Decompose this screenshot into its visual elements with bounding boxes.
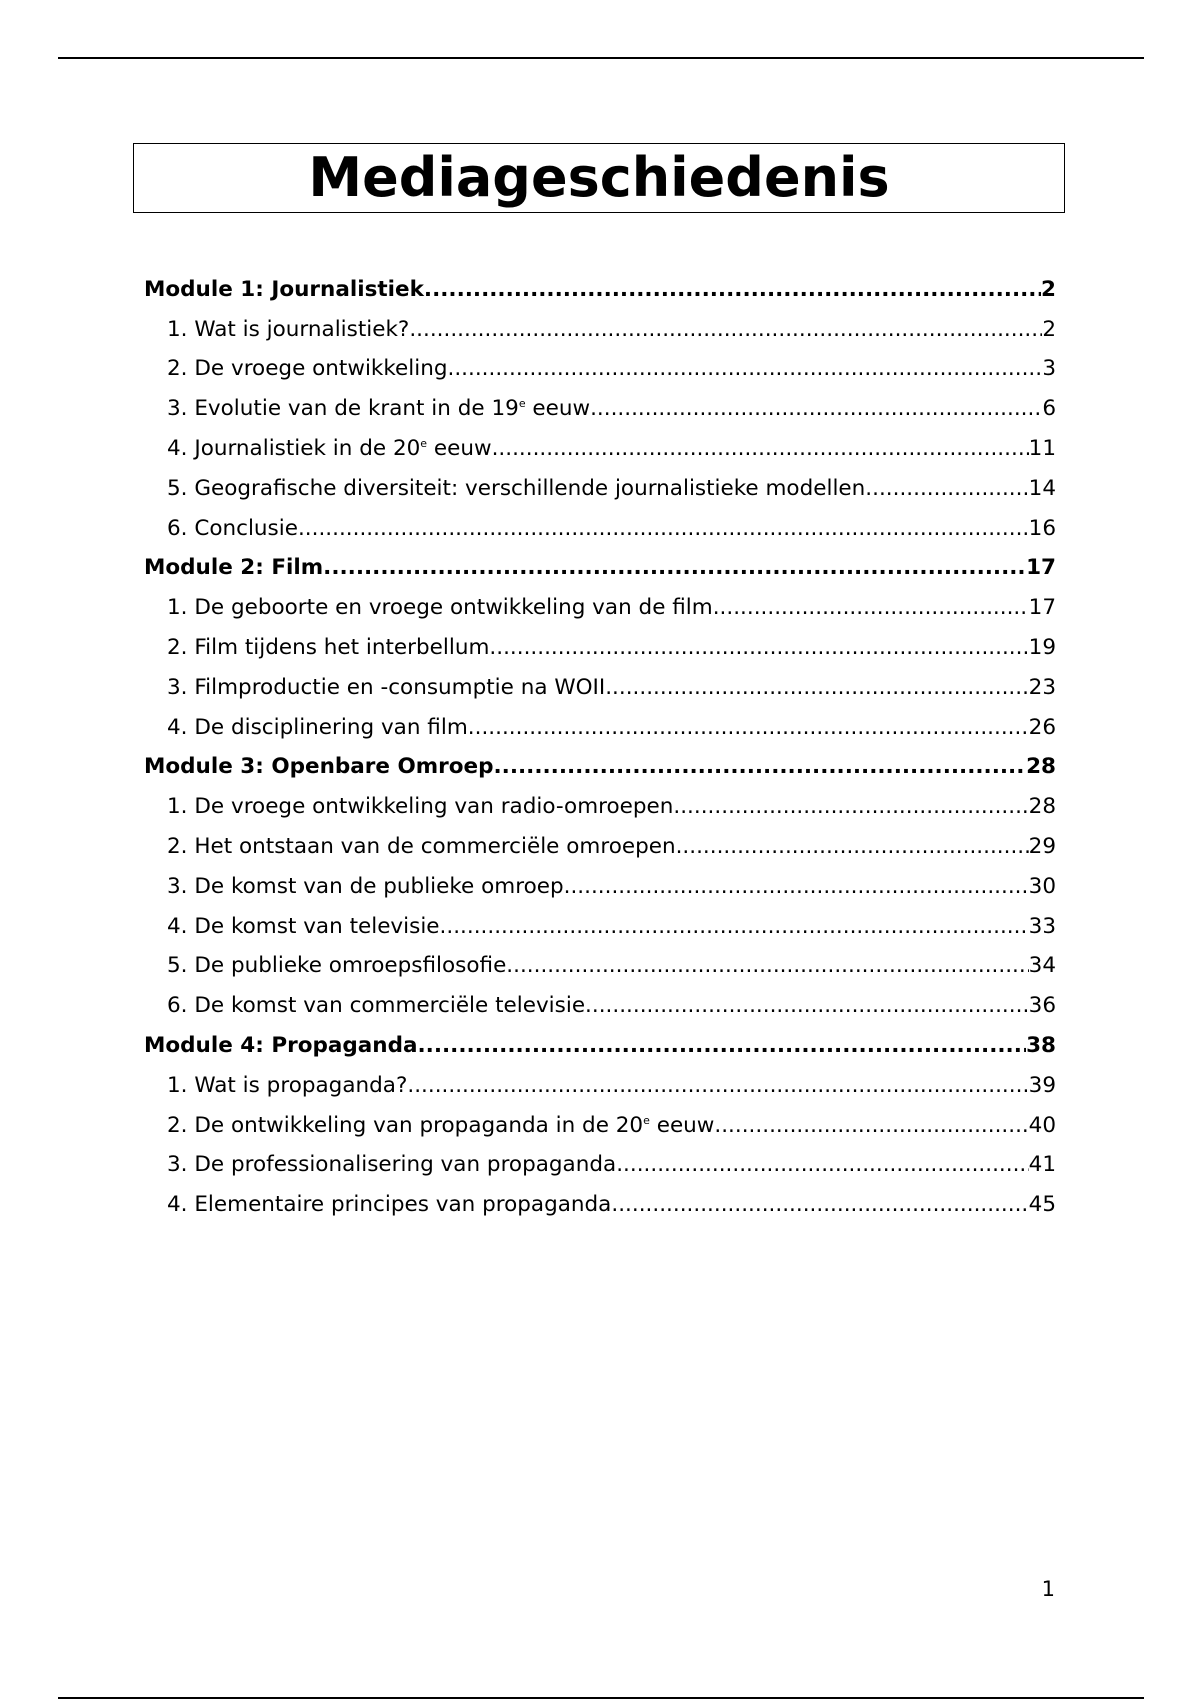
toc-dot-leader — [409, 317, 1042, 342]
toc-section-entry[interactable] — [144, 381, 1056, 421]
toc-section-entry[interactable] — [144, 939, 1056, 979]
toc-section-entry[interactable] — [144, 1138, 1056, 1178]
toc-section-entry[interactable] — [144, 1098, 1056, 1138]
toc-entry-text: Module 1: Journalistiek — [144, 276, 424, 302]
toc-page-number: 41 — [1028, 1152, 1056, 1178]
toc-section-entry[interactable] — [144, 421, 1056, 461]
toc-page-number: 28 — [1028, 794, 1056, 820]
toc-entry-text: 3. De komst van de publieke omroep — [167, 873, 564, 899]
toc-page-number: 39 — [1028, 1072, 1056, 1098]
toc-entry-text: 4. Journalistiek in de 20 — [167, 435, 421, 461]
toc-page-number: 29 — [1028, 833, 1056, 859]
toc-dot-leader — [865, 476, 1028, 501]
toc-module-entry[interactable] — [144, 262, 1056, 302]
toc-entry-label — [167, 834, 676, 859]
toc-entry-text: 1. De geboorte en vroege ontwikkeling van de film — [167, 595, 713, 621]
toc-section-entry[interactable] — [144, 1177, 1056, 1217]
toc-page-number: 45 — [1028, 1192, 1056, 1218]
toc-page-number: 19 — [1028, 634, 1056, 660]
toc-page-number: 17 — [1028, 595, 1056, 621]
toc-dot-leader — [323, 555, 1026, 580]
toc-entry-text: 1. Wat is journalistiek? — [167, 316, 410, 342]
toc-module-entry[interactable] — [144, 740, 1056, 780]
toc-entry-text-suffix: eeuw — [525, 396, 591, 422]
toc-entry-label — [167, 595, 713, 620]
toc-entry-text: 5. Geografische diversiteit: verschillende journalistieke modellen — [167, 475, 866, 501]
toc-entry-label — [144, 1033, 417, 1058]
toc-page-number: 6 — [1042, 396, 1056, 422]
toc-entry-text: 6. De komst van commerciële televisie — [167, 993, 586, 1019]
toc-dot-leader — [714, 1113, 1028, 1138]
toc-entry-label — [167, 356, 448, 381]
toc-section-entry[interactable] — [144, 700, 1056, 740]
toc-page-number: 2 — [1041, 276, 1056, 302]
toc-entry-text: 4. De komst van televisie — [167, 913, 440, 939]
toc-dot-leader — [298, 516, 1029, 541]
toc-page-number: 28 — [1026, 754, 1056, 780]
toc-entry-superscript: e — [518, 397, 526, 411]
toc-entry-label — [167, 516, 298, 541]
toc-page-number: 34 — [1028, 953, 1056, 979]
toc-entry-label — [167, 1073, 407, 1098]
toc-entry-text: 3. Evolutie van de krant in de 19 — [167, 396, 519, 422]
toc-entry-label — [167, 1192, 611, 1217]
toc-entry-label — [144, 555, 323, 580]
toc-module-entry[interactable] — [144, 541, 1056, 581]
toc-page-number: 26 — [1028, 714, 1056, 740]
toc-page-number: 23 — [1028, 674, 1056, 700]
toc-entry-label — [167, 715, 468, 740]
toc-entry-text: 2. De vroege ontwikkeling — [167, 356, 448, 382]
toc-entry-superscript: e — [420, 436, 428, 450]
toc-dot-leader — [590, 396, 1042, 421]
toc-page-number: 38 — [1026, 1032, 1056, 1058]
toc-entry-text: 2. Het ontstaan van de commerciële omroepen — [167, 833, 676, 859]
toc-dot-leader — [506, 953, 1028, 978]
toc-dot-leader — [448, 356, 1043, 381]
toc-section-entry[interactable] — [144, 899, 1056, 939]
toc-dot-leader — [468, 715, 1029, 740]
toc-dot-leader — [489, 635, 1028, 660]
toc-page-number: 11 — [1028, 435, 1056, 461]
toc-section-entry[interactable] — [144, 1058, 1056, 1098]
toc-page-number: 16 — [1028, 515, 1056, 541]
page-number: 1 — [1041, 1577, 1055, 1601]
toc-section-entry[interactable] — [144, 819, 1056, 859]
toc-dot-leader — [611, 1192, 1028, 1217]
toc-dot-leader — [585, 993, 1029, 1018]
toc-entry-label — [167, 953, 506, 978]
toc-dot-leader — [676, 834, 1029, 859]
toc-entry-label — [167, 794, 673, 819]
toc-entry-label — [167, 874, 564, 899]
toc-entry-label — [167, 396, 590, 421]
toc-entry-label — [167, 476, 865, 501]
toc-page-number: 36 — [1028, 993, 1056, 1019]
toc-entry-text: 1. De vroege ontwikkeling van radio-omroepen — [167, 794, 674, 820]
toc-entry-text: 3. Filmproductie en -consumptie na WOII — [167, 674, 606, 700]
toc-entry-label — [144, 754, 494, 779]
toc-section-entry[interactable] — [144, 859, 1056, 899]
toc-dot-leader — [673, 794, 1028, 819]
toc-entry-text: 5. De publieke omroepsfilosofie — [167, 953, 507, 979]
toc-page-number: 14 — [1028, 475, 1056, 501]
toc-entry-label — [167, 993, 585, 1018]
toc-page-number: 33 — [1028, 913, 1056, 939]
toc-section-entry[interactable] — [144, 660, 1056, 700]
toc-dot-leader — [605, 675, 1028, 700]
toc-dot-leader — [417, 1033, 1026, 1058]
toc-dot-leader — [407, 1073, 1028, 1098]
toc-page-number: 40 — [1028, 1112, 1056, 1138]
toc-page-number: 17 — [1026, 555, 1056, 581]
toc-entry-text: 6. Conclusie — [167, 515, 298, 541]
toc-page-number: 3 — [1042, 356, 1056, 382]
toc-entry-text-suffix: eeuw — [427, 435, 492, 461]
toc-section-entry[interactable] — [144, 580, 1056, 620]
toc-section-entry[interactable] — [144, 461, 1056, 501]
toc-entry-text: 3. De professionalisering van propaganda — [167, 1152, 617, 1178]
title-box — [133, 143, 1065, 213]
toc-dot-leader — [494, 754, 1027, 779]
toc-entry-label — [167, 914, 440, 939]
toc-page-number: 30 — [1028, 873, 1056, 899]
toc-entry-label — [167, 635, 489, 660]
toc-dot-leader — [424, 277, 1041, 302]
toc-page-number: 2 — [1042, 316, 1056, 342]
toc-entry-label — [144, 277, 424, 302]
table-of-contents — [144, 262, 1056, 1217]
toc-entry-text: Module 4: Propaganda — [144, 1032, 418, 1058]
toc-entry-label — [167, 675, 605, 700]
toc-entry-label — [167, 317, 409, 342]
toc-dot-leader — [616, 1152, 1028, 1177]
toc-entry-text: 2. De ontwikkeling van propaganda in de 20 — [167, 1112, 644, 1138]
toc-section-entry[interactable] — [144, 501, 1056, 541]
toc-entry-label — [167, 1152, 616, 1177]
toc-entry-label — [167, 1113, 714, 1138]
toc-entry-label — [167, 436, 492, 461]
toc-dot-leader — [564, 874, 1029, 899]
toc-section-entry[interactable] — [144, 779, 1056, 819]
toc-entry-text: 4. Elementaire principes van propaganda — [167, 1192, 612, 1218]
toc-module-entry[interactable] — [144, 1018, 1056, 1058]
header-rule — [58, 57, 1144, 59]
toc-entry-text-suffix: eeuw — [649, 1112, 715, 1138]
toc-entry-text: Module 2: Film — [144, 555, 324, 581]
toc-dot-leader — [713, 595, 1029, 620]
toc-entry-superscript: e — [643, 1113, 650, 1127]
toc-dot-leader — [440, 914, 1029, 939]
toc-entry-text: 4. De disciplinering van film — [167, 714, 468, 740]
toc-section-entry[interactable] — [144, 342, 1056, 382]
toc-section-entry[interactable] — [144, 620, 1056, 660]
toc-section-entry[interactable] — [144, 978, 1056, 1018]
toc-entry-text: 1. Wat is propaganda? — [167, 1072, 408, 1098]
toc-section-entry[interactable] — [144, 302, 1056, 342]
toc-entry-text: 2. Film tijdens het interbellum — [167, 634, 490, 660]
footer-rule — [58, 1697, 1144, 1699]
toc-entry-text: Module 3: Openbare Omroep — [144, 754, 494, 780]
toc-dot-leader — [492, 436, 1029, 461]
document-title: Mediageschiedenis — [308, 146, 890, 209]
